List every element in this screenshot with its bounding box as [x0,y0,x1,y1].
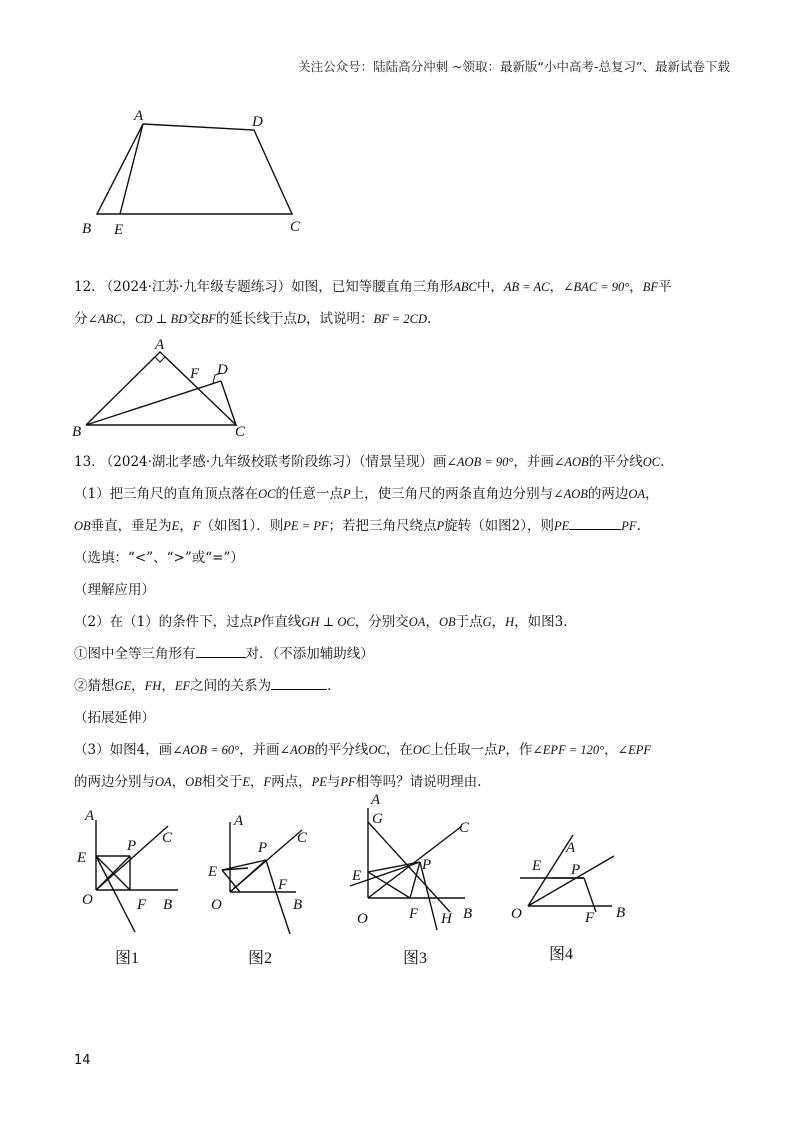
q13-extend: （拓展延伸） [74,710,155,726]
label-F: F [409,906,419,922]
triangle-lines [86,352,236,425]
label-E: E [114,222,124,238]
figure-4 [511,835,625,963]
page-number: 14 [74,1053,91,1068]
label-P: P [127,838,137,854]
label-B: B [72,424,82,440]
label-E: E [352,868,362,884]
label-F: F [137,897,147,913]
label-C: C [297,830,308,846]
q13-line-8: ②猜想GE，FH，EF之间的关系为 . [74,678,332,694]
caption-fig3: 图3 [403,950,428,967]
caption-fig1: 图1 [115,950,140,967]
q13-line-6: （2）在（1）的条件下，过点P作直线GH ⊥ OC，分别交OA，OB于点G，H，如图3. [74,614,568,630]
label-A: A [371,792,381,808]
label-F: F [278,877,288,893]
caption-fig4: 图4 [549,946,574,963]
label-P: P [258,840,268,856]
label-O: O [82,892,93,908]
q12-line-2: 分∠ABC，CD ⊥ BD交BF的延长线于点D，试说明：BF = 2CD. [74,311,432,327]
q13-line-7: ①图中全等三角形有 对．（不添加辅助线） [74,646,374,662]
label-C: C [162,830,173,846]
label-B: B [463,906,473,922]
label-O: O [211,897,222,913]
caption-fig2: 图2 [248,950,273,967]
label-B: B [163,897,173,913]
label-P: P [422,857,432,873]
label-B: B [616,905,626,921]
q13-line-11: 的两边分别与OA，OB相交于E，F两点，PE与PF相等吗？请说明理由. [74,774,482,790]
label-A: A [85,808,95,824]
q13-line-10: （3）如图4，画∠AOB = 60°，并画∠AOB的平分线OC，在OC上任取一点P，作∠EPF = 120°，∠EPF [74,742,652,758]
q13-select-hint: （选填：“<”、“>”或“=”） [74,550,244,566]
figure-3 [350,792,472,967]
label-O: O [357,911,368,927]
label-B: B [293,897,303,913]
answer-blank-3[interactable] [271,677,327,690]
label-D: D [252,114,263,130]
q13-line-1: 13. （2024·湖北孝感·九年级校联考阶段练习）（情景呈现）画∠AOB = 90°，并画∠AOB的平分线OC. [74,454,665,470]
label-C: C [290,219,301,235]
figure-1 [76,808,178,967]
label-E: E [77,850,87,866]
label-F: F [190,366,200,382]
label-B: B [82,221,92,237]
label-C: C [459,820,470,836]
q13-line-3: OB垂直，垂足为E，F（如图1）．则PE = PF；若把三角尺绕点P旋转（如图2），则PE PF. [74,518,641,534]
label-E: E [208,864,218,880]
quadrilateral-lines [97,124,292,214]
label-F: F [585,910,595,926]
answer-blank-1[interactable] [569,517,621,530]
label-A: A [234,813,244,829]
label-G: G [372,811,383,827]
label-A: A [134,108,144,124]
q13-understand: （理解应用） [74,582,155,598]
label-H: H [441,911,452,927]
label-O: O [511,906,522,922]
label-E: E [532,858,542,874]
label-D: D [217,362,228,378]
q12-line-1: 12. （2024·江苏·九年级专题练习）如图，已知等腰直角三角形ABC中，AB = AC，∠BAC = 90°，BF平 [74,279,672,295]
page-header: 关注公众号：陆陆高分冲刺 ~领取：最新版“小中高考-总复习”、最新试卷下载 [298,59,730,74]
figure-2 [207,813,308,967]
label-A: A [155,337,165,353]
label-C: C [235,424,246,440]
label-A: A [566,840,576,856]
label-P: P [571,862,581,878]
q13-line-2: （1）把三角尺的直角顶点落在OC的任意一点P上，使三角尺的两条直角边分别与∠AOB的两边OA， [74,486,659,502]
answer-blank-2[interactable] [196,645,246,658]
